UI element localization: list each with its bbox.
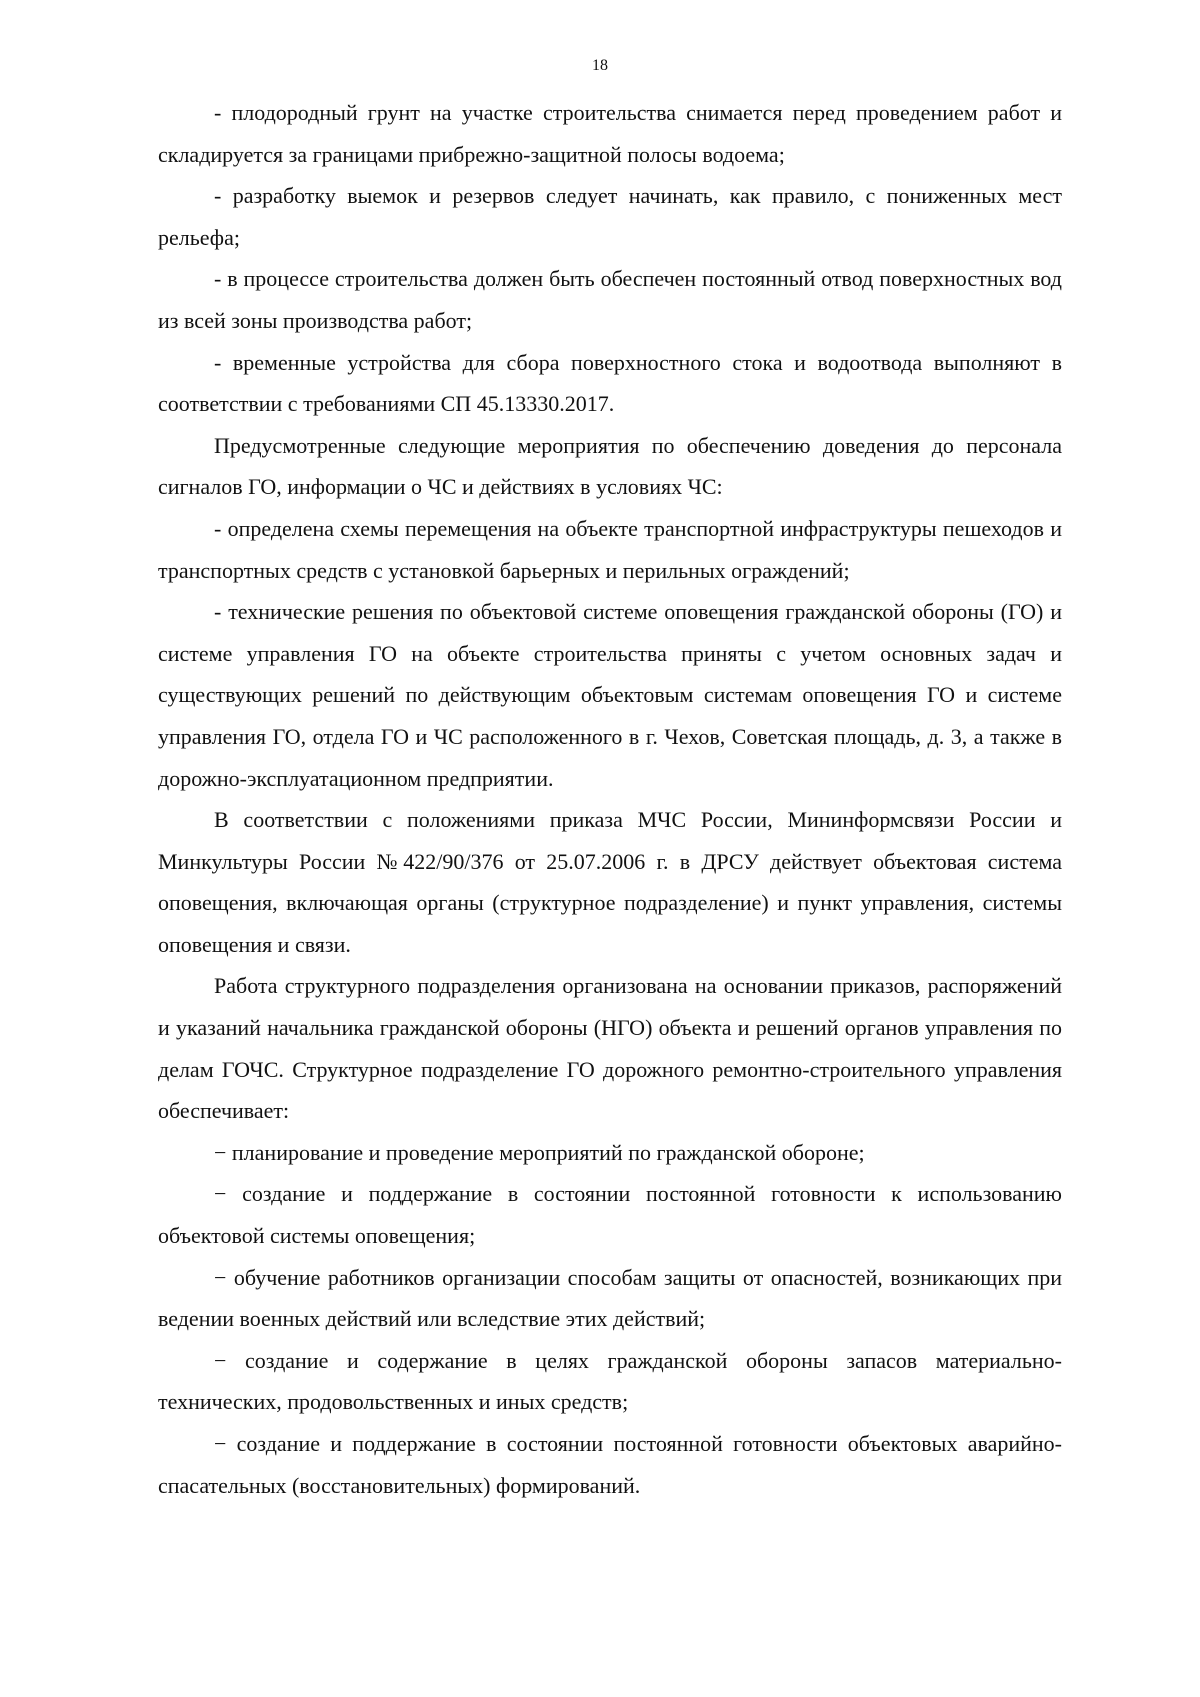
list-item: − создание и поддержание в состоянии постоянной готовности к использованию объектовой системы оповещения; [158, 1181, 1062, 1249]
list-item: − планирование и проведение мероприятий по гражданской обороне; [214, 1139, 865, 1165]
paragraph: Предусмотренные следующие мероприятия по обеспечению доведения до персонала сигналов ГО, информации о ЧС и действиях в условиях ЧС: [158, 432, 1062, 500]
paragraph: - в процессе строительства должен быть обеспечен постоянный отвод поверхностных вод из всей зоны производства работ; [158, 266, 1062, 333]
paragraph: - определена схемы перемещения на объекте транспортной инфраструктуры пешеходов и транспортных средств с установкой барьерных и перильных ограждений; [158, 515, 1062, 583]
paragraph: Работа структурного подразделения организована на основании приказов, распоряжений и указаний начальника гражданской обороны (НГО) объекта и решений органов управления по делам ГОЧС. Структурное подразделение ГО дорожного ремонтно-строительного управления обеспечивает: [158, 973, 1062, 1124]
paragraph: В соответствии с положениями приказа МЧС России, Мининформсвязи России и Минкультуры России №422/90/376 от 25.07.2006 г. в ДРСУ действует объектовая система оповещения, включающая органы (структурное подразделение) и пункт управления, системы оповещения и связи. [158, 807, 1062, 957]
paragraph: - разработку выемок и резервов следует начинать, как правило, с пониженных мест рельефа; [158, 183, 1062, 250]
list-item: − обучение работников организации способам защиты от опасностей, возникающих при ведении военных действий или вследствие этих действий; [158, 1264, 1062, 1332]
paragraph: - технические решения по объектовой системе оповещения гражданской обороны (ГО) и системе управления ГО на объекте строительства приняты с учетом основных задач и существующих решений по действующим объектовым системам оповещения ГО и системе управления ГО, отдела ГО и ЧС расположенного в г. Чехов, Советская площадь, д. 3, а также в дорожно-эксплуатационном предприятии. [158, 599, 1062, 791]
paragraph: - плодородный грунт на участке строительства снимается перед проведением работ и складируется за границами прибрежно-защитной полосы водоема; [158, 100, 1062, 167]
page-number: 18 [592, 57, 608, 74]
list-item: − создание и содержание в целях гражданской обороны запасов материально-технических, продовольственных и иных средств; [158, 1347, 1062, 1415]
page-body [158, 92, 1062, 1506]
paragraph: - временные устройства для сбора поверхностного стока и водоотвода выполняют в соответствии с требованиями СП 45.13330.2017. [158, 349, 1062, 417]
list-item: − создание и поддержание в состоянии постоянной готовности объектовых аварийно-спасательных (восстановительных) формирований. [158, 1431, 1062, 1498]
